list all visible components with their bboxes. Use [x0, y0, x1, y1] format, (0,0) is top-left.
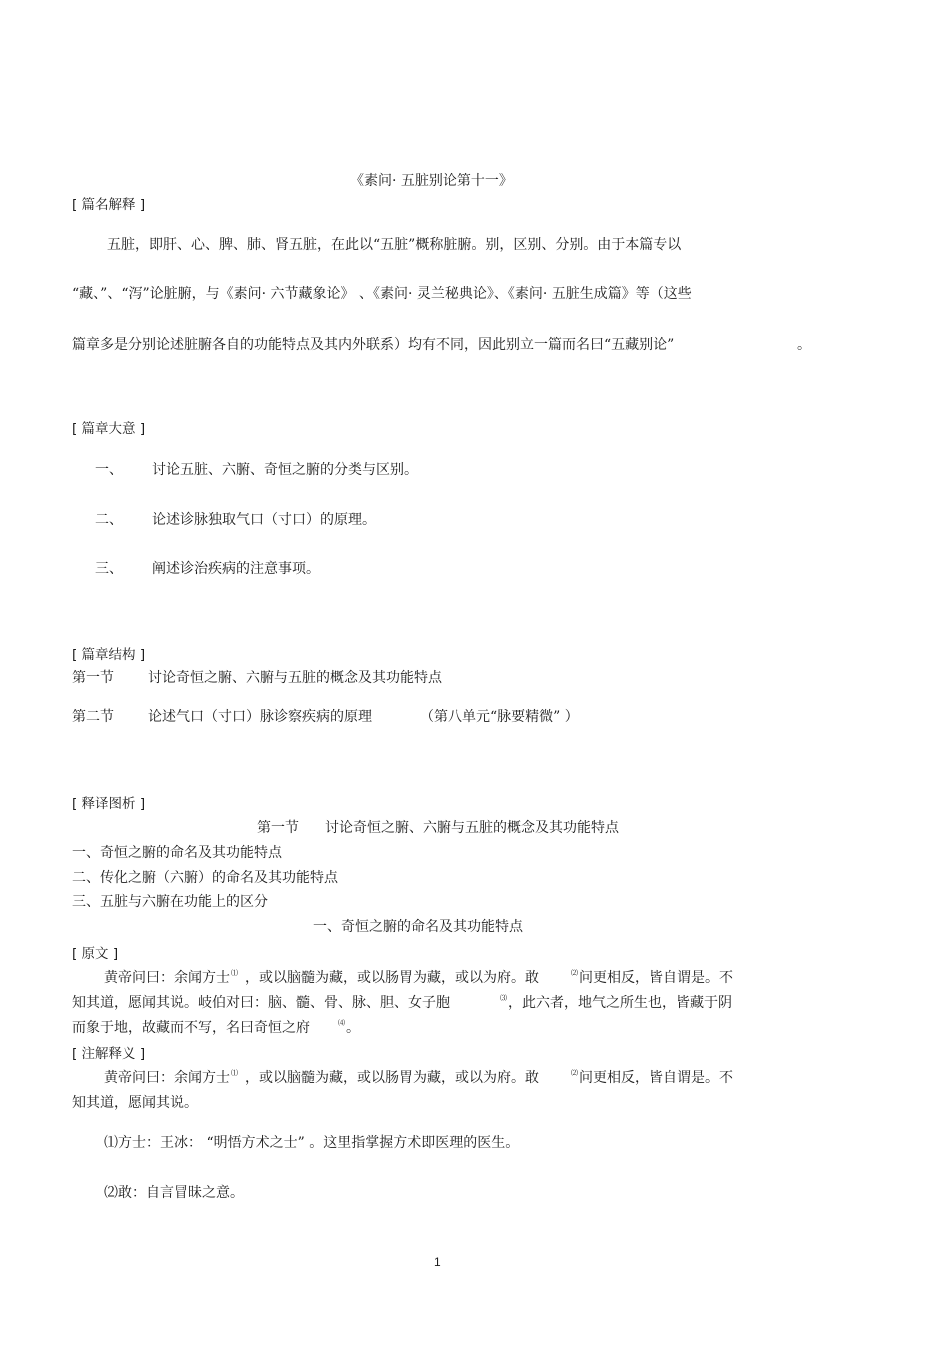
structure-label: 第二节 — [72, 709, 114, 725]
footnote-marker: ⑷ — [338, 1019, 345, 1027]
footnote-marker: ⑵ — [571, 1069, 578, 1077]
structure-text: 讨论奇恒之腑、六腑与五脏的概念及其功能特点 — [148, 670, 442, 686]
text-run: 问更相反，皆自谓是。不 — [579, 970, 733, 986]
list-item: 论述诊脉独取气口（寸口）的原理。 — [152, 512, 376, 528]
page-number: 1 — [434, 1255, 441, 1269]
annotation-text-line — [104, 1069, 733, 1087]
text-run: 。 — [346, 1020, 360, 1036]
section-heading-chapter-summary: [ 篇章大意 ] — [72, 421, 146, 437]
original-text-line — [72, 994, 732, 1012]
footnote-marker: ⑵ — [571, 969, 578, 977]
original-text-line — [104, 969, 733, 987]
structure-text: 论述气口（寸口）脉诊察疾病的原理 — [148, 709, 372, 725]
text-run: ，此六者，地气之所生也，皆藏于阴 — [508, 995, 732, 1011]
outline-item: 三、五脏与六腑在功能上的区分 — [72, 894, 268, 910]
list-item-number: 三、 — [95, 561, 123, 577]
annotation-text-line: 知其道，愿闻其说。 — [72, 1095, 198, 1111]
subsection-title: 讨论奇恒之腑、六腑与五脏的概念及其功能特点 — [325, 820, 619, 836]
paragraph-line-end: 。 — [797, 337, 811, 353]
text-run: 黄帝问曰：余闻方士 — [104, 970, 230, 986]
text-run: 问更相反，皆自谓是。不 — [579, 1070, 733, 1086]
list-item-number: 二、 — [95, 512, 123, 528]
outline-item: 一、奇恒之腑的命名及其功能特点 — [72, 845, 282, 861]
text-run: 知其道，愿闻其说。岐伯对曰：脑、髓、骨、脉、胆、女子胞 — [72, 995, 450, 1011]
section-heading-title-explanation: [ 篇名解释 ] — [72, 197, 146, 213]
paragraph-line: 五脏，即肝、心、脾、肺、肾五脏，在此以“五脏”概称脏腑。别，区别、分别。由于本篇专以 — [107, 237, 682, 253]
list-item: 阐述诊治疾病的注意事项。 — [152, 561, 320, 577]
section-heading-annotation: [ 注解释义 ] — [72, 1046, 146, 1062]
list-item-number: 一、 — [95, 462, 123, 478]
sub-heading: 一、奇恒之腑的命名及其功能特点 — [313, 919, 523, 935]
footnote: ⑴方士：王冰： “明悟方术之士” 。这里指掌握方术即医理的医生。 — [104, 1135, 520, 1151]
section-heading-explanation: [ 释译图析 ] — [72, 796, 146, 812]
outline-item: 二、传化之腑（六腑）的命名及其功能特点 — [72, 870, 338, 886]
subsection-title-label: 第一节 — [257, 820, 299, 836]
footnote-marker: ⑶ — [500, 994, 507, 1002]
footnote-marker: ⑴ — [231, 1069, 238, 1077]
text-run: 而象于地，故藏而不写，名曰奇恒之府 — [72, 1020, 310, 1036]
paragraph-line: “藏、”、“泻”论脏腑，与《素问· 六节藏象论》 、《素问· 灵兰秘典论》、《素问· 五脏生成篇》等（这些 — [72, 286, 692, 302]
original-text-line — [72, 1019, 360, 1037]
structure-note: （第八单元“脉要精微” ） — [420, 709, 579, 725]
structure-label: 第一节 — [72, 670, 114, 686]
footnote-marker: ⑴ — [231, 969, 238, 977]
section-heading-chapter-structure: [ 篇章结构 ] — [72, 647, 146, 663]
paragraph-line: 篇章多是分别论述脏腑各自的功能特点及其内外联系）均有不同，因此别立一篇而名曰“五藏别论” — [72, 337, 675, 353]
text-run: ，或以脑髓为藏，或以肠胃为藏，或以为府。敢 — [245, 970, 539, 986]
footnote: ⑵敢：自言冒昧之意。 — [104, 1185, 244, 1201]
document-title: 《素问· 五脏别论第十一》 — [350, 173, 513, 189]
section-heading-original-text: [ 原文 ] — [72, 946, 119, 962]
text-run: ，或以脑髓为藏，或以肠胃为藏，或以为府。敢 — [245, 1070, 539, 1086]
list-item: 讨论五脏、六腑、奇恒之腑的分类与区别。 — [152, 462, 418, 478]
text-run: 黄帝问曰：余闻方士 — [104, 1070, 230, 1086]
